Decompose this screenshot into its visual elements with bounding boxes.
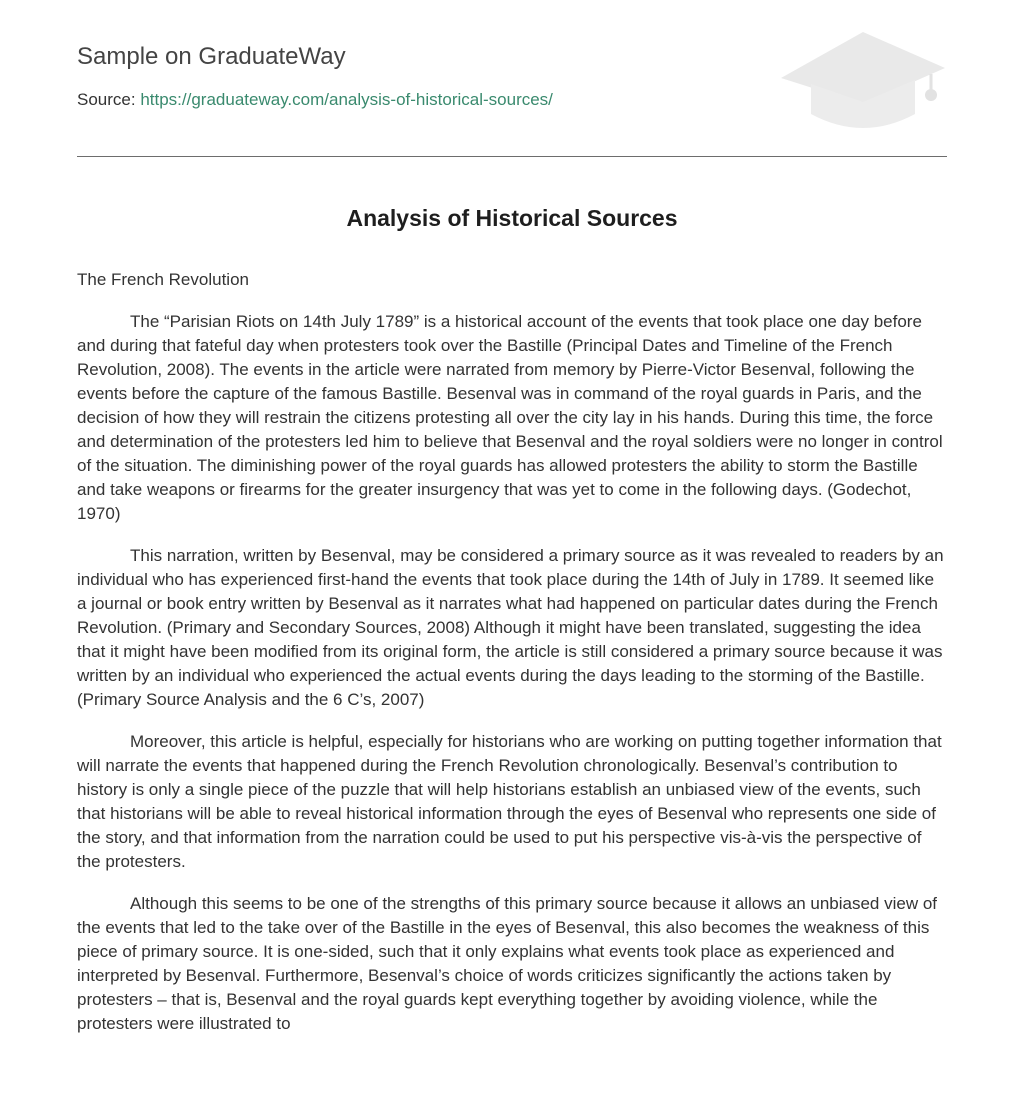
graduation-cap-icon [779, 30, 947, 132]
page [77, 0, 947, 1033]
source-line [77, 90, 553, 110]
paragraph: Although this seems to be one of the strengths of this primary source because it allows an unbiased view of the events that led to the take over of the Bastille in the eyes of Besenval, this also becomes the weakness of this piece of primary source. It is one-sided, such that it only explains what events took place as experienced and interpreted by Besenval. Furthermore, Besenval’s choice of words criticizes significantly the actions taken by protesters – that is, Besenval and the royal guards kept everything together by avoiding violence, while the protesters were illustrated to [77, 894, 938, 1033]
document-body [77, 268, 947, 1054]
document-subtitle: The French Revolution [77, 270, 249, 289]
source-label: Source: [77, 90, 136, 109]
header [77, 0, 947, 157]
paragraph: This narration, written by Besenval, may be considered a primary source as it was revealed to readers by an individual who has experienced first-hand the events that took place during the 14th of July in 1789. It seemed like a journal or book entry written by Besenval as it narrates what had happened on particular dates during the French Revolution. (Primary and Secondary Sources, 2008) Although it might have been translated, suggesting the idea that it might have been modified from its original form, the article is still considered a primary source because it was written by an individual who experienced the actual events during the days leading to the storming of the Bastille. (Primary Source Analysis and the 6 C’s, 2007) [77, 546, 944, 709]
source-link[interactable]: https://graduateway.com/analysis-of-historical-sources/ [140, 90, 553, 109]
paragraph: The “Parisian Riots on 14th July 1789” is a historical account of the events that took place one day before and during that fateful day when protesters took over the Bastille (Principal Dates and Timeline of the French Revolution, 2008). The events in the article were narrated from memory by Pierre-Victor Besenval, following the events before the capture of the famous Bastille. Besenval was in command of the royal guards in Paris, and the decision of how they will restrain the citizens protesting all over the city lay in his hands. During this time, the force and determination of the protesters led him to believe that Besenval and the royal soldiers were no longer in control of the situation. The diminishing power of the royal guards has allowed protesters the ability to storm the Bastille and take weapons or firearms for the greater insurgency that was yet to come in the following days. (Godechot, 1970) [77, 312, 943, 523]
site-title: Sample on GraduateWay [77, 43, 346, 70]
document-title: Analysis of Historical Sources [346, 205, 678, 231]
paragraph: Moreover, this article is helpful, especially for historians who are working on putting together information that will narrate the events that happened during the French Revolution chronologically. Besenval’s contribution to history is only a single piece of the puzzle that will help historians establish an unbiased view of the events, such that historians will be able to reveal historical information through the eyes of Besenval who represents one side of the story, and that information from the narration could be used to put his perspective vis-à-vis the perspective of the protesters. [77, 732, 942, 871]
